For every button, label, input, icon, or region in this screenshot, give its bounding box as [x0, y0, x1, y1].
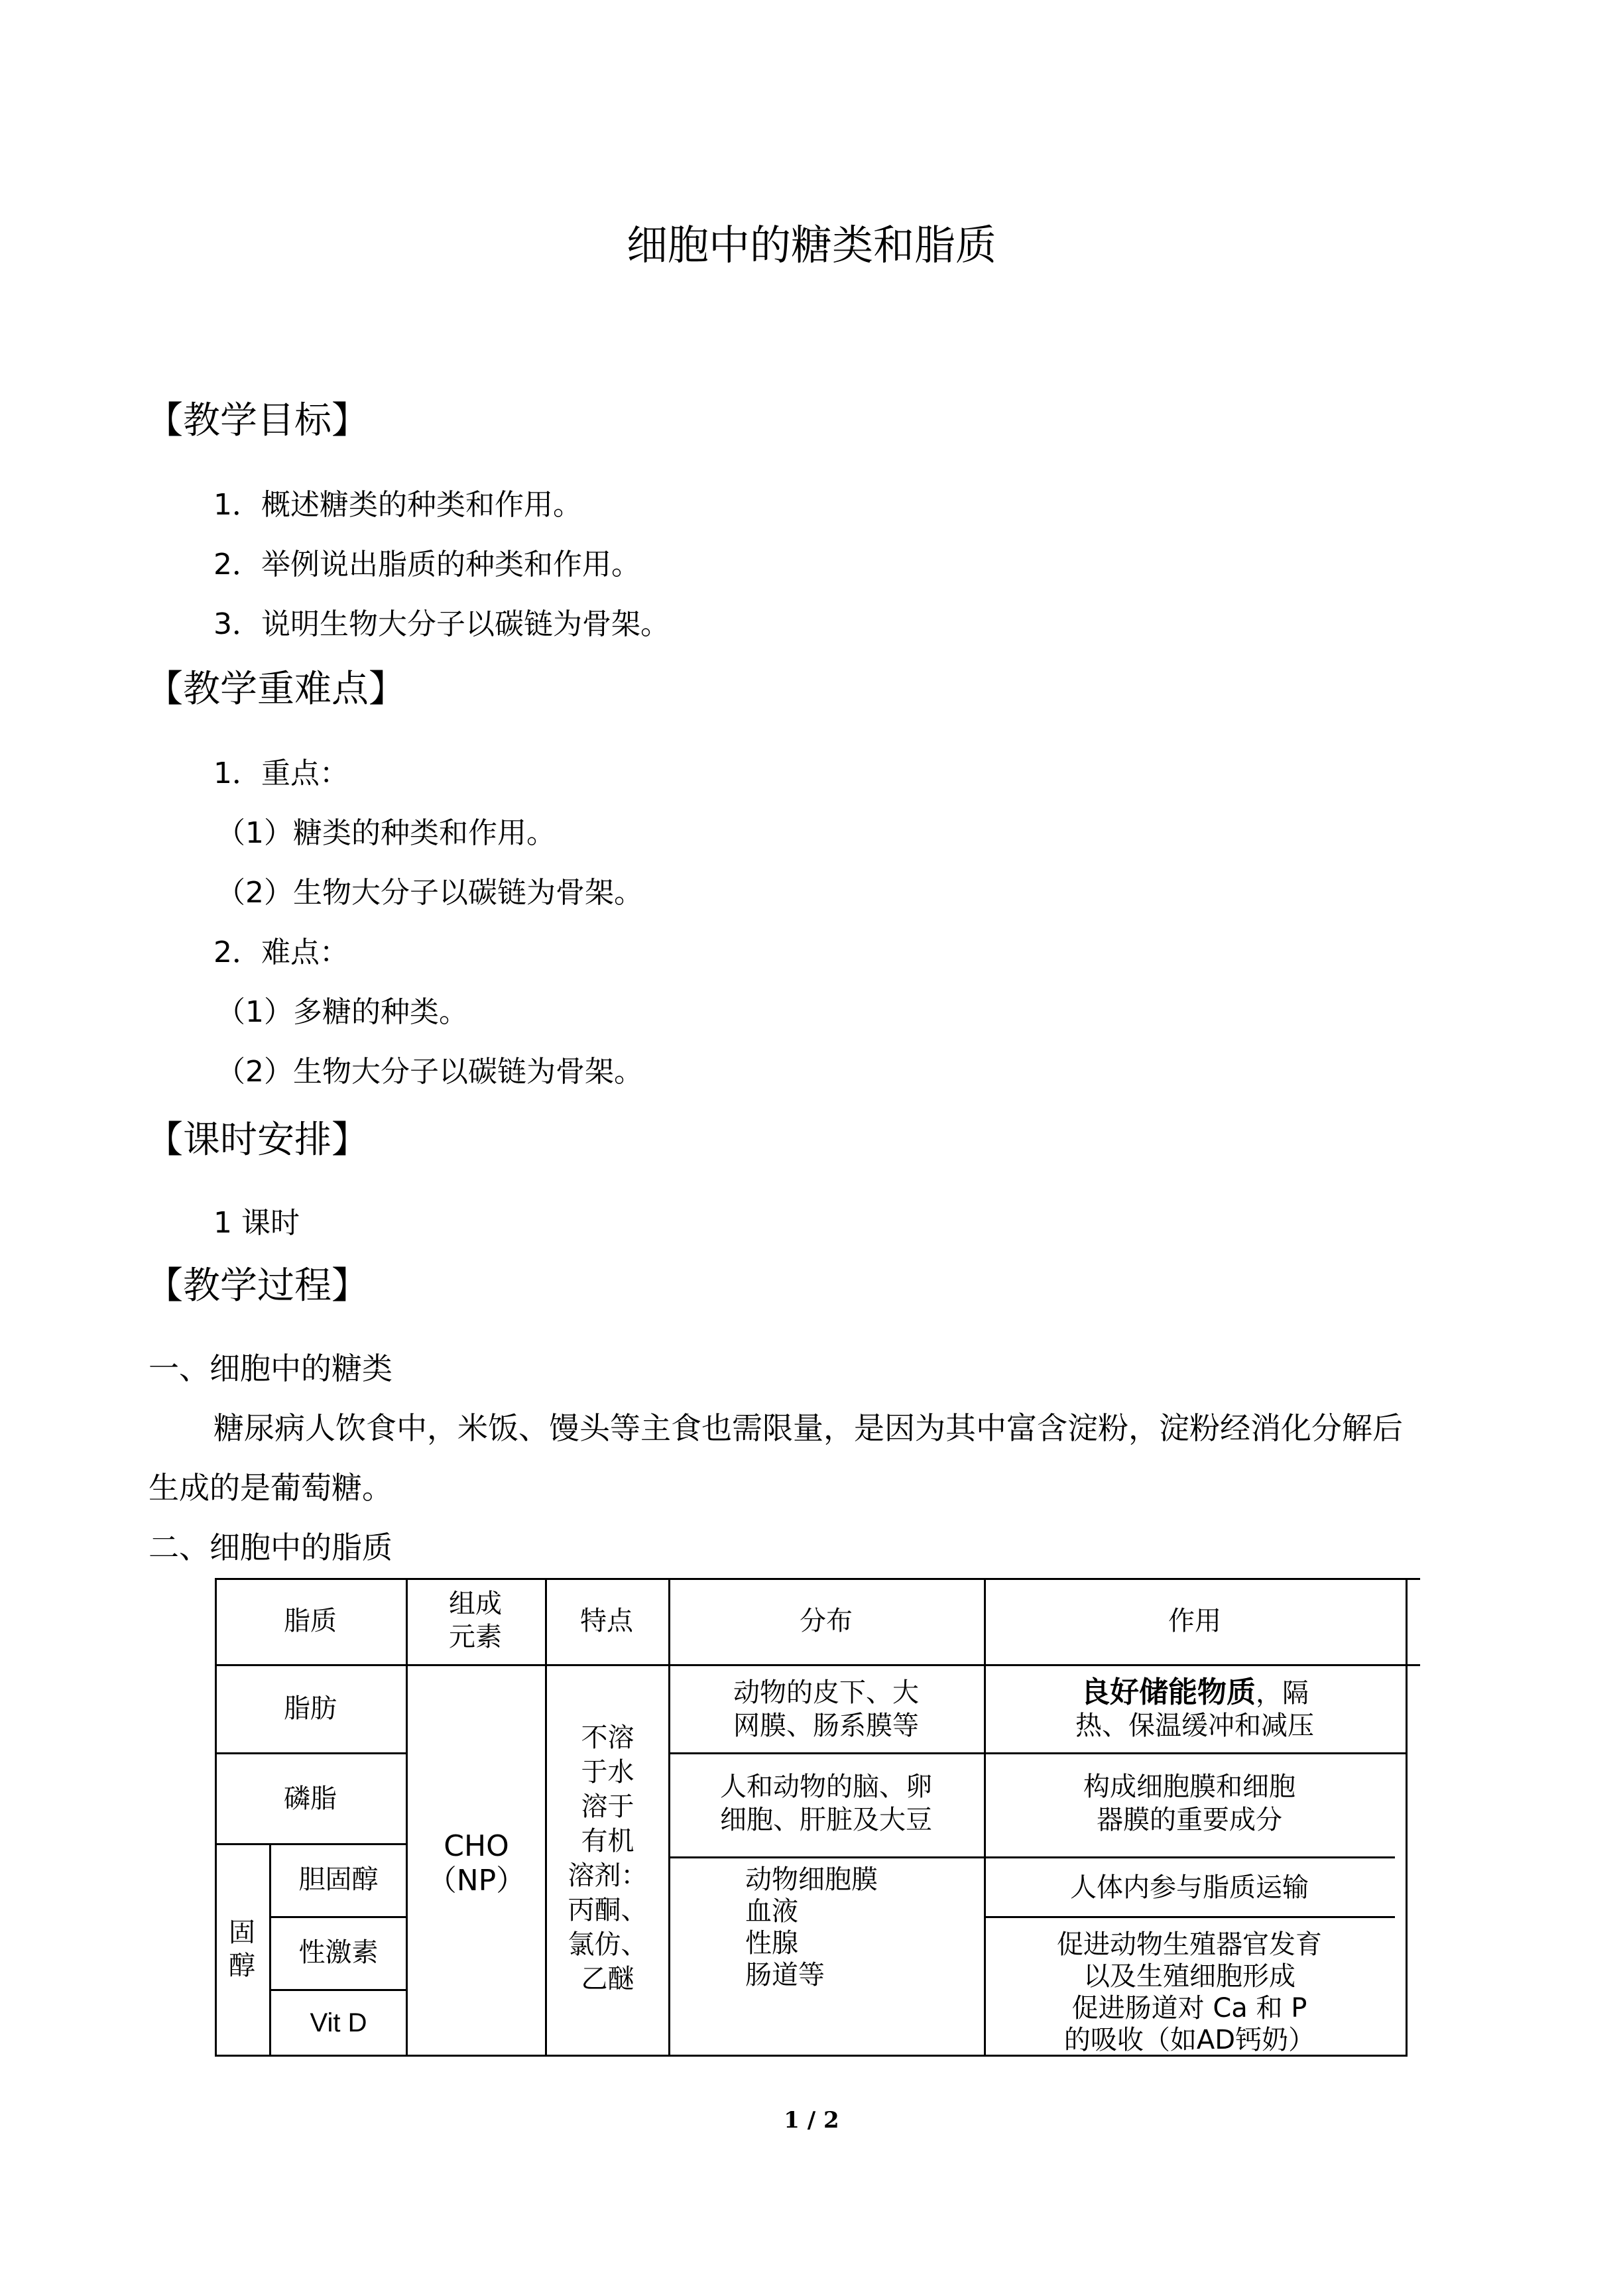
table-line	[269, 1989, 408, 1991]
part1-title: 一、细胞中的糖类	[149, 1351, 392, 1386]
page-number: 1 / 2	[784, 2107, 839, 2134]
feature-line-7: 氯仿、	[568, 1929, 648, 1960]
part1-para-line2: 生成的是葡萄糖。	[149, 1470, 392, 1506]
elements-value-2: （NP）	[427, 1864, 526, 1898]
phospholipid-distribution-2: 细胞、肝脏及大豆	[720, 1805, 932, 1835]
phospholipid-function-2: 器膜的重要成分	[1097, 1805, 1282, 1835]
cholesterol-function: 人体内参与脂质运输	[1070, 1872, 1309, 1903]
goal-item-1: 1．概述糖类的种类和作用。	[213, 488, 582, 522]
difficult-label: 2．难点：	[213, 936, 349, 969]
sterol-distribution-4: 肠道等	[745, 1960, 825, 1990]
fat-distribution-1: 动物的皮下、大	[733, 1677, 919, 1708]
sex-hormone-function-2: 以及生殖细胞形成	[1083, 1961, 1295, 1992]
feature-line-6: 丙酮、	[568, 1895, 648, 1925]
table-line	[1406, 1578, 1408, 2057]
key-label: 1．重点：	[213, 756, 349, 790]
table-line	[984, 1856, 1395, 1858]
table-line	[215, 1752, 408, 1754]
header-feature: 特点	[580, 1606, 633, 1636]
key-points-heading: 【教学重难点】	[146, 668, 406, 711]
difficult-item-2: （2）生物大分子以碳链为骨架。	[216, 1055, 643, 1089]
goal-item-3: 3．说明生物大分子以碳链为骨架。	[213, 607, 670, 641]
table-line	[215, 1843, 408, 1845]
table-line	[215, 1664, 1420, 1666]
table-line	[668, 1752, 1408, 1754]
schedule-text: 1 课时	[213, 1206, 300, 1240]
phospholipid-name: 磷脂	[284, 1783, 337, 1814]
table-line	[269, 1916, 408, 1918]
table-line	[215, 1578, 1420, 1580]
feature-line-1: 不溶	[581, 1722, 634, 1753]
fat-function-bold: 良好储能物质	[1081, 1675, 1256, 1709]
feature-line-4: 有机	[581, 1826, 634, 1856]
header-function: 作用	[1168, 1606, 1221, 1636]
sterol-distribution-3: 性腺	[745, 1928, 798, 1959]
table-line	[668, 1856, 986, 1858]
lipid-table	[215, 1578, 1420, 2057]
fat-name: 脂肪	[284, 1693, 337, 1724]
sex-hormone-name: 性激素	[298, 1937, 379, 1968]
process-heading: 【教学过程】	[146, 1264, 369, 1307]
sterol-distribution-2: 血液	[745, 1896, 798, 1927]
fat-distribution-2: 网膜、肠系膜等	[733, 1711, 919, 1741]
sterol-name-2: 醇	[229, 1951, 255, 1981]
feature-line-2: 于水	[581, 1757, 634, 1787]
header-elements-line2: 元素	[449, 1622, 502, 1652]
goal-item-2: 2．举例说出脂质的种类和作用。	[213, 548, 640, 581]
table-line	[215, 1578, 217, 2057]
part2-title: 二、细胞中的脂质	[149, 1530, 392, 1565]
feature-line-8: 乙醚	[581, 1964, 634, 1994]
feature-line-3: 溶于	[581, 1791, 634, 1822]
sex-hormone-function-1: 促进动物生殖器官发育	[1057, 1929, 1322, 1960]
header-lipid: 脂质	[284, 1606, 337, 1636]
goals-heading: 【教学目标】	[146, 399, 369, 442]
vitd-function-2: 的吸收（如AD钙奶）	[1063, 2025, 1315, 2055]
vitd-function-1: 促进肠道对 Ca 和 P	[1071, 1993, 1307, 2024]
table-line	[984, 1916, 1395, 1918]
part1-para-line1: 糖尿病人饮食中，米饭、馒头等主食也需限量，是因为其中富含淀粉，淀粉经消化分解后	[213, 1410, 1403, 1446]
vitd-name: Vit D	[310, 2008, 367, 2037]
header-distribution: 分布	[800, 1606, 853, 1636]
difficult-item-1: （1）多糖的种类。	[216, 995, 468, 1029]
cholesterol-name: 胆固醇	[298, 1864, 379, 1895]
key-item-2: （2）生物大分子以碳链为骨架。	[216, 876, 643, 910]
header-elements-line1: 组成	[449, 1589, 502, 1619]
sterol-name-1: 固	[229, 1917, 255, 1948]
sterol-distribution-1: 动物细胞膜	[745, 1864, 878, 1895]
phospholipid-function-1: 构成细胞膜和细胞	[1083, 1772, 1295, 1802]
feature-line-5: 溶剂：	[568, 1860, 648, 1891]
schedule-heading: 【课时安排】	[146, 1118, 369, 1162]
fat-function-rest1: ，隔	[1256, 1678, 1309, 1709]
key-item-1: （1）糖类的种类和作用。	[216, 816, 556, 850]
fat-function-line2: 热、保温缓冲和减压	[1075, 1711, 1314, 1741]
elements-value-1: CHO	[444, 1829, 509, 1863]
fat-function-line1	[984, 1676, 1406, 1710]
phospholipid-distribution-1: 人和动物的脑、卵	[720, 1772, 932, 1802]
page-title: 细胞中的糖类和脂质	[626, 221, 996, 269]
